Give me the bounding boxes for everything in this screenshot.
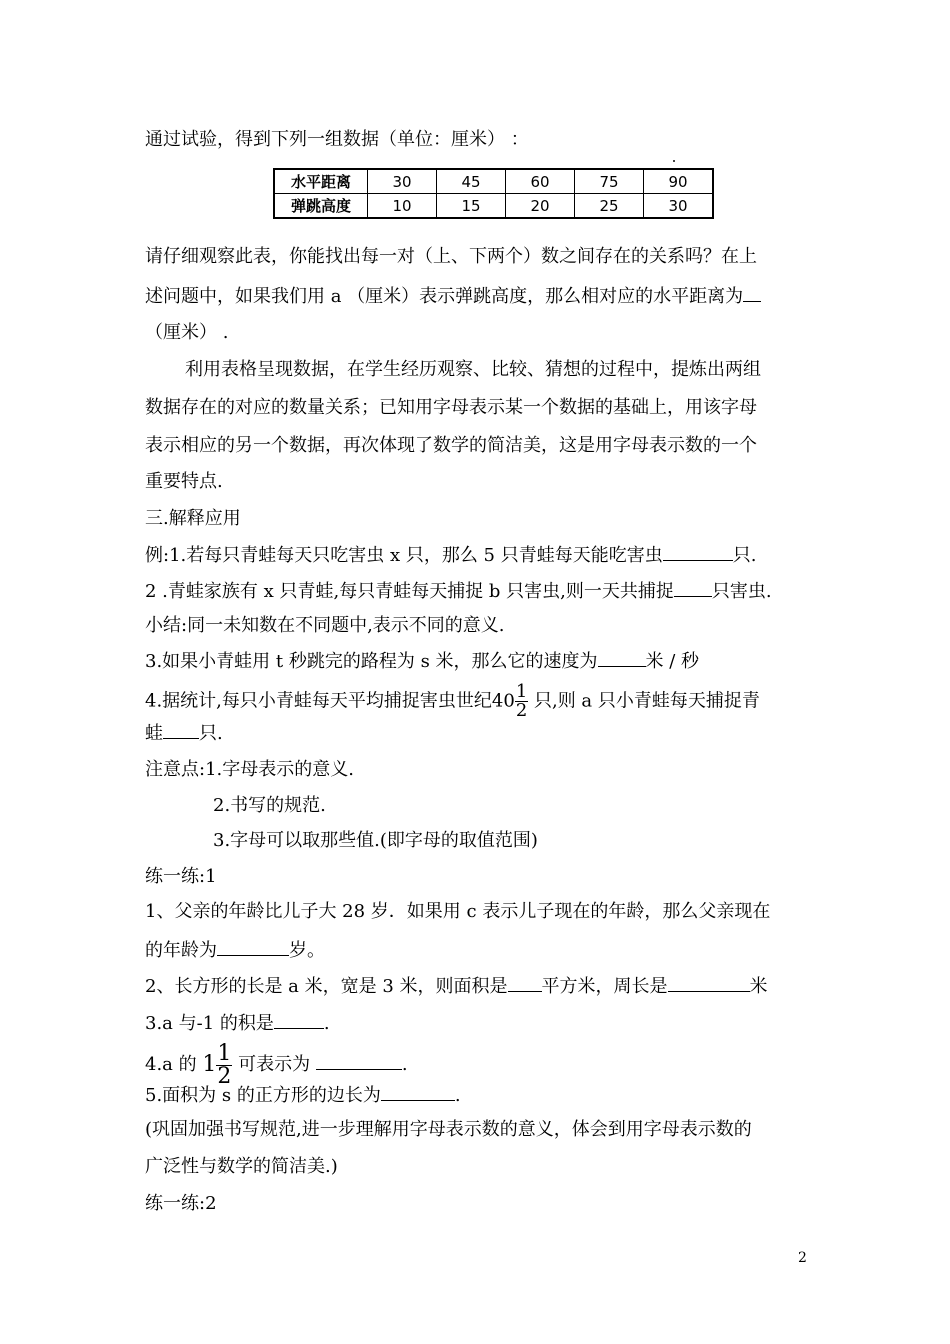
- table-cell: 20: [506, 194, 575, 219]
- practice-1-q1-line-1: 1、父亲的年龄比儿子大 28 岁．如果用 c 表示儿子现在的年龄，那么父亲现在: [145, 901, 771, 922]
- section-title: 三.解释应用: [145, 508, 241, 529]
- row-header-distance: 水平距离: [274, 169, 368, 194]
- consolidate-line-1: (巩固加强书写规范,进一步理解用字母表示数的意义，体会到用字母表示数的: [145, 1119, 752, 1140]
- table-row: [274, 169, 713, 194]
- paragraph-line-2: 数据存在的对应的数量关系；已知用字母表示某一个数据的基础上，用该字母: [145, 397, 757, 418]
- example-1: 例:1.若每只青蛙每天只吃害虫 x 只，那么 5 只青蛙每天能吃害虫 只.: [145, 542, 756, 568]
- page-number: 2: [798, 1250, 807, 1266]
- example-2: 2 .青蛙家族有 x 只青蛙,每只青蛙每天捕捉 b 只害虫,则一天共捕捉 只害虫.: [145, 578, 772, 604]
- data-table: [273, 168, 714, 219]
- notes-item-2: 2.书写的规范.: [213, 795, 326, 816]
- table-cell: 10: [368, 194, 437, 219]
- table-row: [274, 194, 713, 219]
- table-cell: 25: [575, 194, 644, 219]
- dot-mark: [673, 160, 675, 162]
- practice-1-title: 练一练:1: [145, 866, 217, 887]
- table-cell: 15: [437, 194, 506, 219]
- paragraph-line-1: 利用表格呈现数据，在学生经历观察、比较、猜想的过程中，提炼出两组: [185, 359, 761, 380]
- example-4-line-2: 蛙 只.: [145, 720, 223, 746]
- practice-1-q5: 5.面积为 s 的正方形的边长为 .: [145, 1082, 461, 1108]
- question-line-3: （厘米） .: [145, 322, 229, 343]
- row-header-height: 弹跳高度: [274, 194, 368, 219]
- example-3: 3.如果小青蛙用 t 秒跳完的路程为 s 米，那么它的速度为 米 / 秒: [145, 648, 699, 674]
- mixed-fraction: 1 $\frac{1}{2}$: [202, 1040, 232, 1089]
- example-4-line-1: 4.据统计,每只小青蛙每天平均捕捉害虫世纪40 $\frac{1}{2}$ 只,则 a 只小青蛙每天捕捉青: [145, 681, 760, 721]
- summary: 小结:同一未知数在不同题中,表示不同的意义.: [145, 615, 505, 636]
- mixed-fraction: 40 $\frac{1}{2}$: [491, 681, 528, 721]
- practice-1-q1-line-2: 的年龄为 岁。: [145, 937, 325, 963]
- practice-1-q3: 3.a 与-1 的积是 .: [145, 1010, 330, 1036]
- intro-text: 通过试验，得到下列一组数据（单位：厘米） ：: [145, 129, 529, 150]
- question-line-1: 请仔细观察此表，你能找出每一对（上、下两个）数之间存在的关系吗？在上: [145, 246, 757, 267]
- consolidate-line-2: 广泛性与数学的简洁美.): [145, 1156, 338, 1177]
- paragraph-line-4: 重要特点.: [145, 471, 223, 492]
- table-cell: 30: [368, 169, 437, 194]
- notes-item-3: 3.字母可以取那些值.(即字母的取值范围): [213, 830, 538, 851]
- table-cell: 45: [437, 169, 506, 194]
- question-line-2: 述问题中，如果我们用 a （厘米）表示弹跳高度，那么相对应的水平距离为: [145, 283, 761, 309]
- table-cell: 30: [644, 194, 714, 219]
- table-cell: 75: [575, 169, 644, 194]
- notes-title: 注意点:1.字母表示的意义.: [145, 759, 354, 780]
- practice-1-q4: 4.a 的 1 $\frac{1}{2}$ 可表示为 .: [145, 1035, 408, 1095]
- paragraph-line-3: 表示相应的另一个数据，再次体现了数学的简洁美，这是用字母表示数的一个: [145, 435, 757, 456]
- practice-2-title: 练一练:2: [145, 1193, 217, 1214]
- table-cell: 90: [644, 169, 714, 194]
- practice-1-q2: 2、长方形的长是 a 米，宽是 3 米，则面积是 平方米，周长是 米: [145, 973, 768, 999]
- table-cell: 60: [506, 169, 575, 194]
